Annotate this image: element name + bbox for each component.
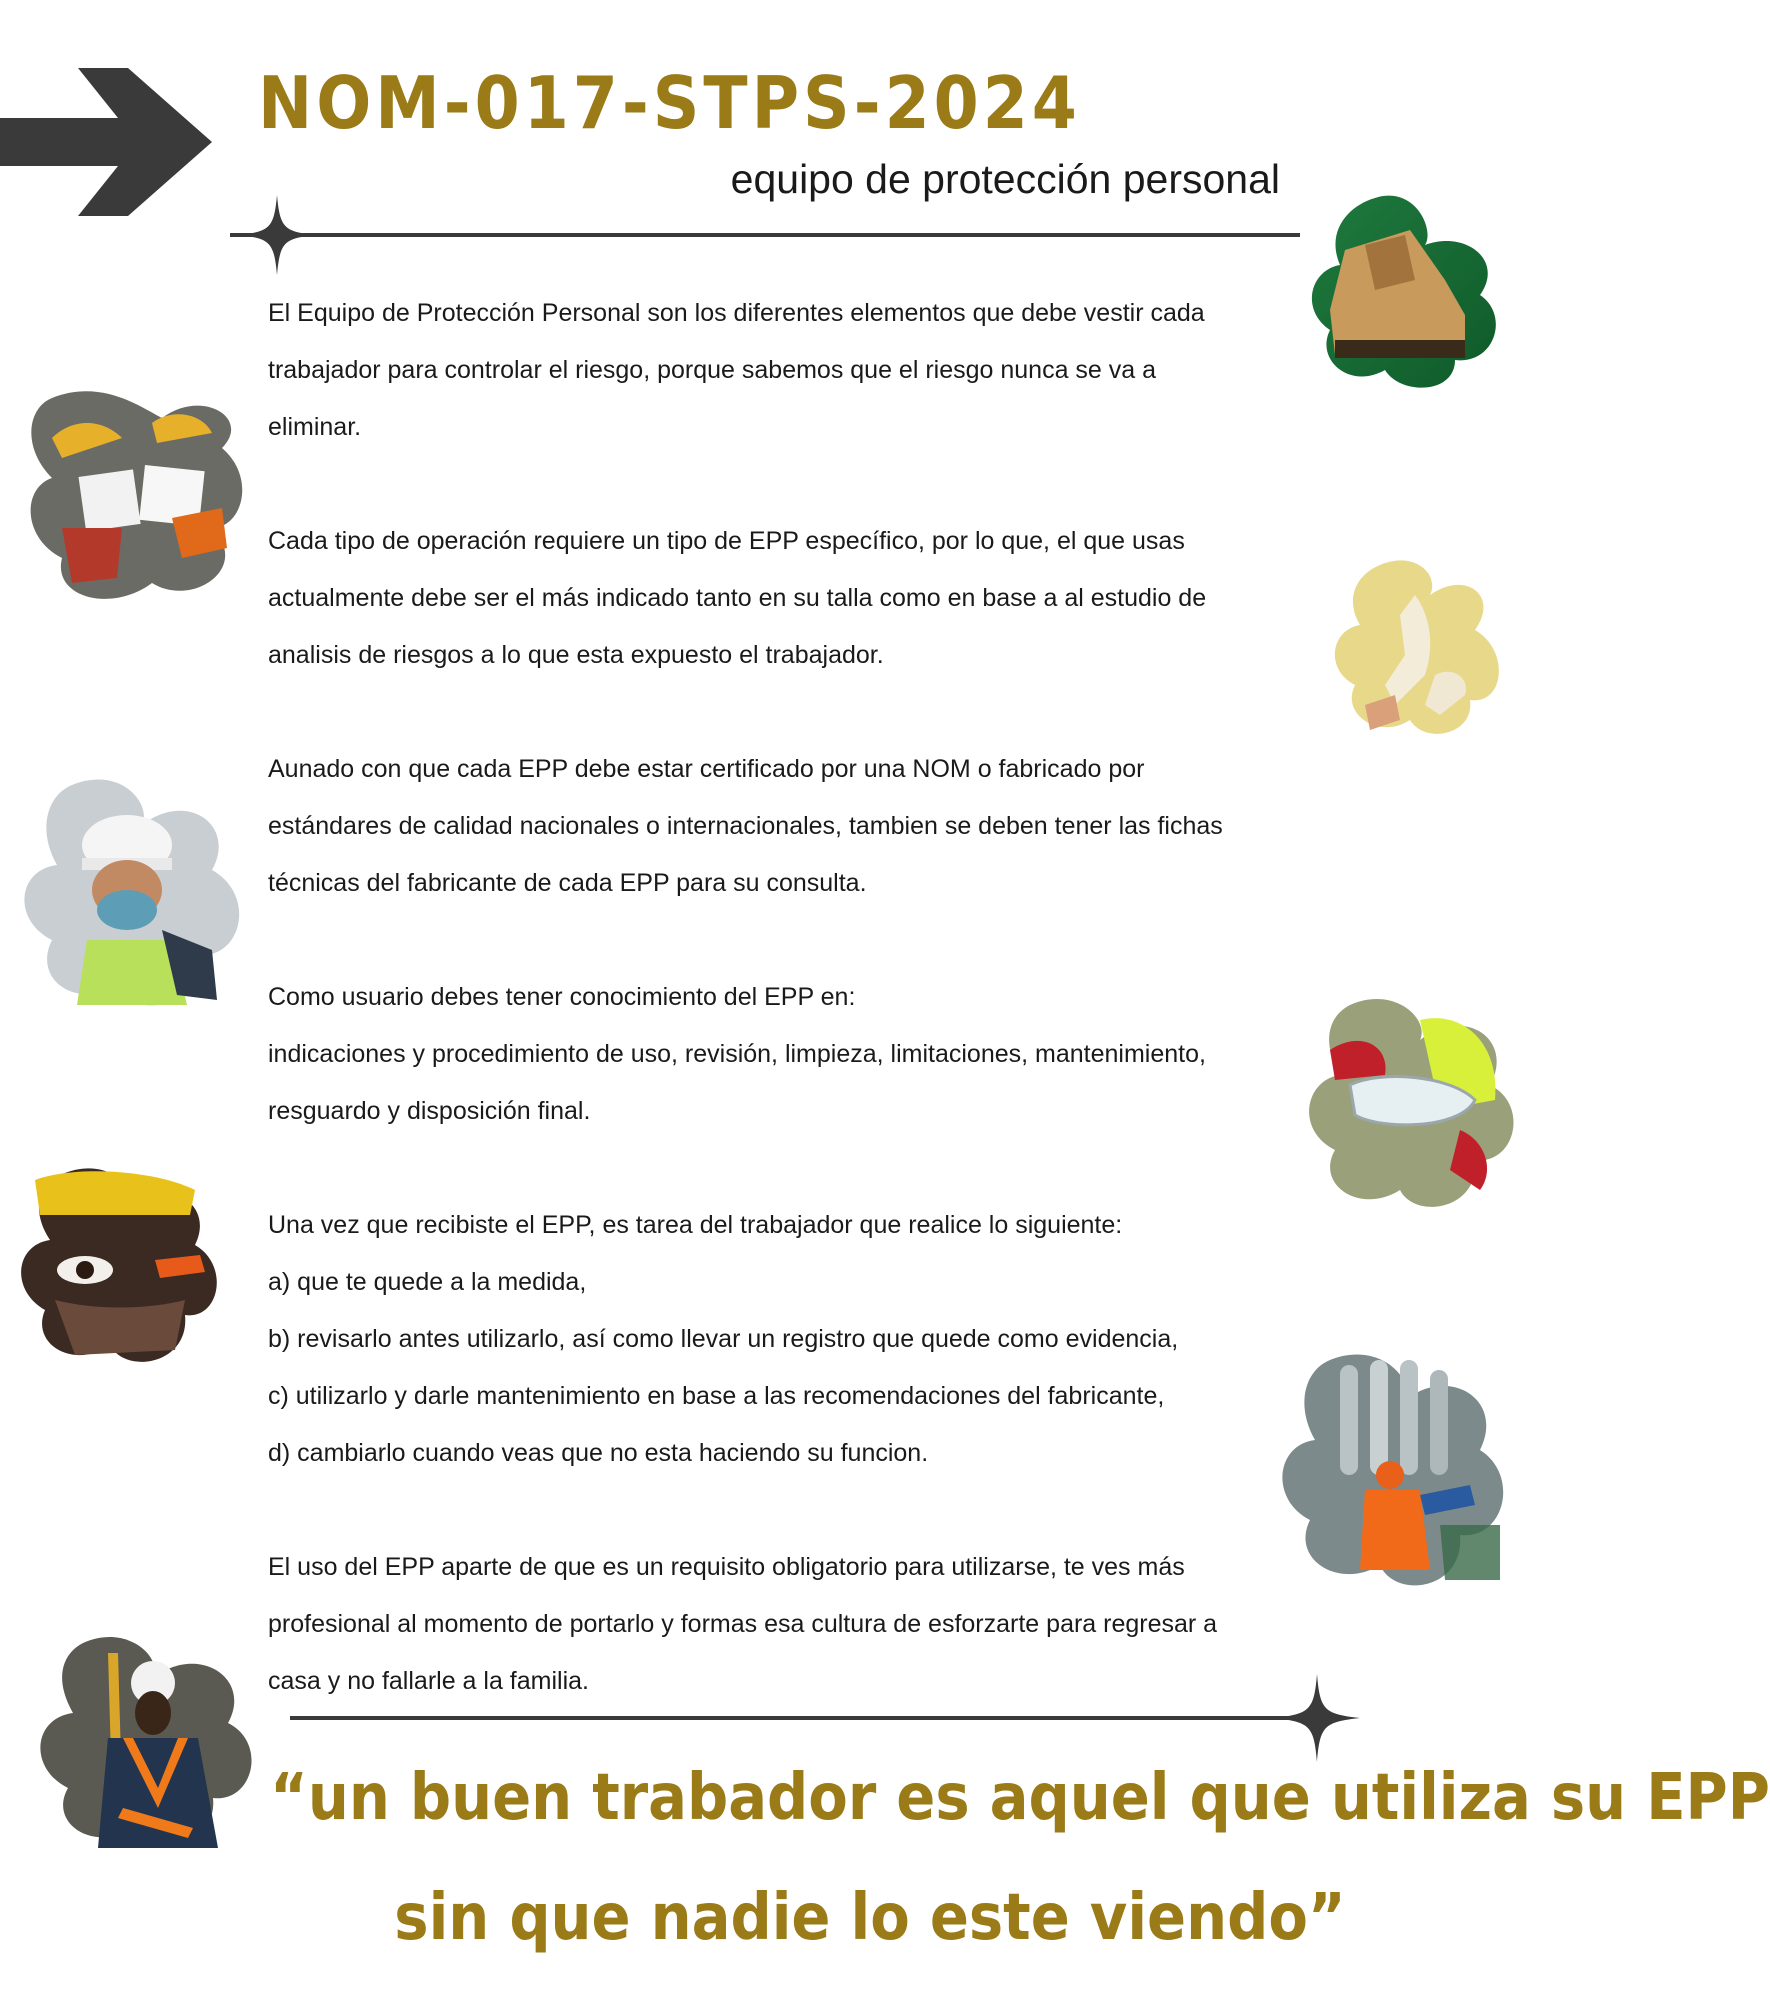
page-title: NOM-017-STPS-2024 <box>258 61 1081 145</box>
sparkle-icon <box>237 195 317 275</box>
body-text <box>268 285 1328 1710</box>
list-item: c) utilizarlo y darle mantenimiento en base a las recomendaciones del fabricante, <box>268 1382 1165 1410</box>
top-divider <box>220 192 1310 282</box>
harness-worker-photo <box>28 1628 260 1853</box>
gloves-photo <box>1325 555 1510 740</box>
paragraph-definition: El Equipo de Protección Personal son los diferentes elementos que debe vestir cada trabajador para controlar el riesgo, porque sabemos que el riesgo nunca se va a eliminar. <box>268 299 1205 441</box>
boot-photo <box>1305 190 1505 395</box>
safety-goggles-photo <box>1300 990 1520 1215</box>
list-item: b) revisarlo antes utilizarlo, así como llevar un registro que quede como evidencia, <box>268 1325 1179 1353</box>
turbine-worker-photo <box>1270 1345 1515 1600</box>
workers-blueprint-photo <box>22 378 242 604</box>
closing-quote: “un buen trabador es aquel que utiliza su EPP sin que nadie lo este viendo” <box>270 1761 1770 1955</box>
list-item: d) cambiarlo cuando veas que no esta haciendo su funcion. <box>268 1439 929 1467</box>
paragraph-worker-tasks: Una vez que recibiste el EPP, es tarea del trabajador que realice lo siguiente: a) que te quede a la medida, b) revisarlo antes utilizarlo, así como llevar un registro que quede como evidencia, c) utilizarlo y darle mantenimiento en base a las recomendaciones del fabricante, d) cambiarlo cuando veas que no esta haciendo su funcion. <box>268 1197 1328 1482</box>
list-item: a) que te quede a la medida, <box>268 1268 587 1296</box>
respirator-worker-photo <box>12 770 257 1015</box>
paragraph-operation-type: Cada tipo de operación requiere un tipo de EPP específico, por lo que, el que usas actualmente debe ser el más indicado tanto en su talla como en base a al estudio de analisis de riesgos a lo que esta expuesto el trabajador. <box>268 527 1207 669</box>
arrow-right-icon <box>0 68 212 216</box>
paragraph-culture: El uso del EPP aparte de que es un requisito obligatorio para utilizarse, te ves más profesional al momento de portarlo y formas esa cultura de esforzarte para regresar a casa y no fallarle a la familia. <box>268 1553 1218 1695</box>
paragraph-user-knowledge: Como usuario debes tener conocimiento del EPP en: indicaciones y procedimiento de uso, revisión, limpieza, limitaciones, mantenimiento, resguardo y disposición final. <box>268 983 1206 1125</box>
paragraph-certification: Aunado con que cada EPP debe estar certificado por una NOM o fabricado por estándares de calidad nacionales o internacionales, tambien se deben tener las fichas técnicas del fabricante de cada EPP para su consulta. <box>268 755 1223 897</box>
page-subtitle: equipo de protección personal <box>730 156 1280 202</box>
earplug-worker-photo <box>15 1160 225 1375</box>
